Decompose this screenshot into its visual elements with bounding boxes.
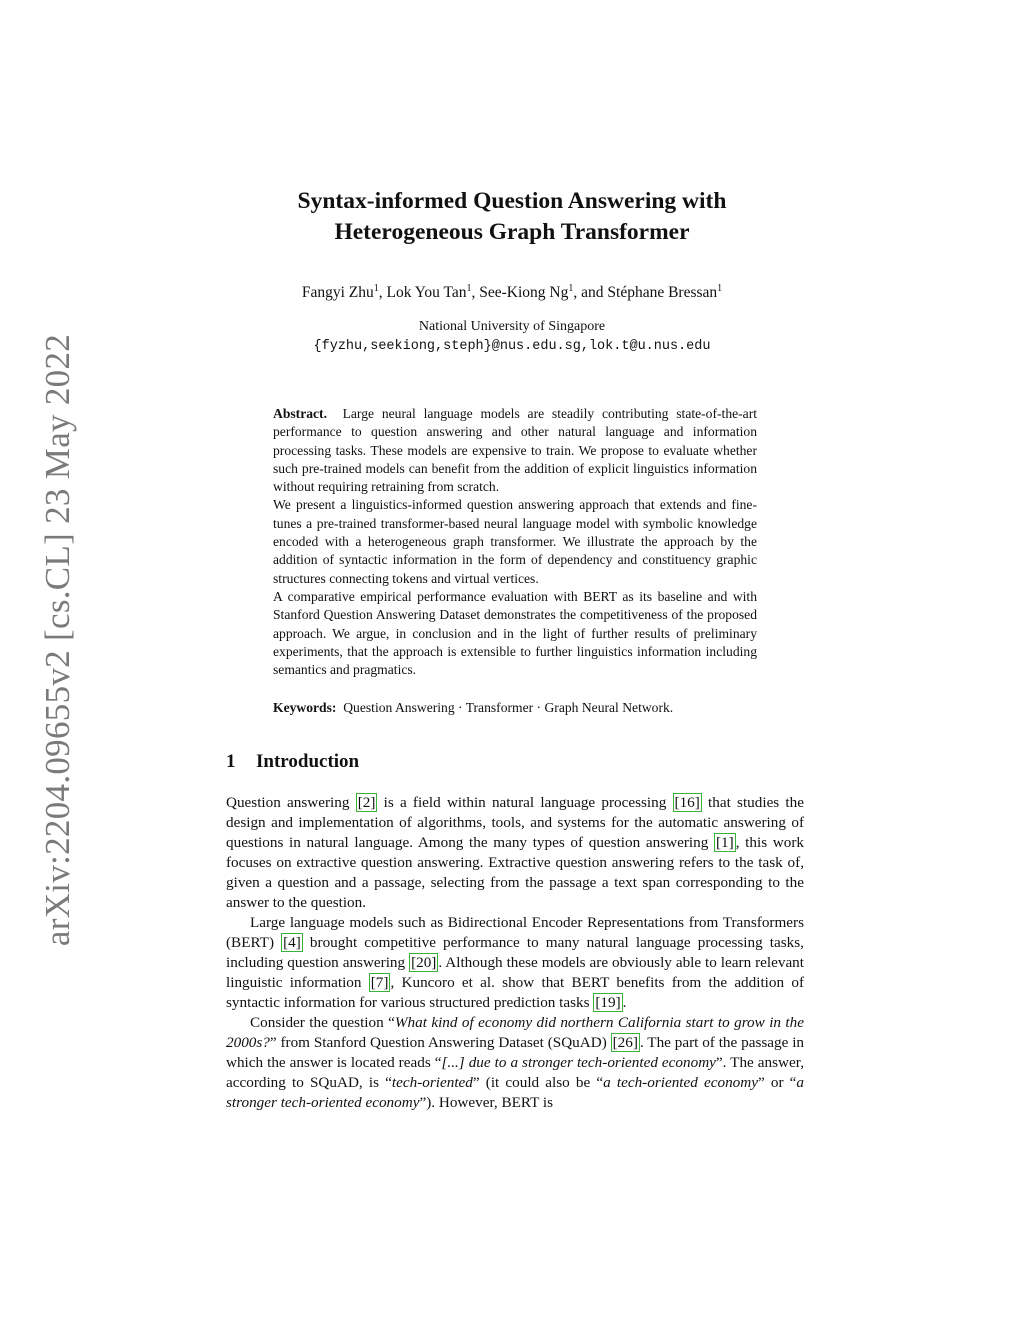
text-run: that studies the design and implementation of algorithms, tools, and systems for the automatic answering of questions in natural language. Among the many types of question answering [226, 794, 804, 851]
affiliation-mark: 1 [568, 283, 574, 294]
citation-link[interactable]: [4] [283, 934, 301, 951]
text-run: Question answering [226, 794, 356, 811]
citation-link[interactable]: [7] [370, 974, 389, 991]
text-run: , Kuncoro et al. show that BERT benefits from the addition of syntactic information for various structured prediction tasks [226, 974, 804, 1011]
affiliation-mark: 1 [717, 283, 723, 294]
author-emails: {fyzhu,seekiong,steph}@nus.edu.sg,lok.t@u.nus.edu [313, 339, 711, 354]
author-separator: , and [573, 284, 608, 302]
text-run: ” (it could also be “ [472, 1074, 604, 1091]
italic-answer: a tech-oriented economy [603, 1074, 758, 1091]
abstract [273, 405, 757, 679]
text-run: ” from Stanford Question Answering Dataset (SQuAD) [269, 1034, 611, 1051]
abstract-label: Abstract. [273, 406, 327, 421]
paper-title [0, 186, 1024, 248]
abstract-text-1: Large neural language models are steadily contributing state-of-the-art performance to question answering and other natural language and information processing tasks. These models are expensive to train. We propose to evaluate whether such pre-trained models can benefit from the addition of explicit linguistics information without requiring retraining from scratch. [273, 406, 758, 495]
affiliation: National University of Singapore [418, 319, 606, 334]
author-separator: , [471, 284, 480, 302]
keywords [273, 699, 757, 717]
citation-link[interactable]: [20] [411, 954, 437, 971]
italic-passage: [...] due to a stronger tech-oriented economy [441, 1054, 716, 1071]
citation-link[interactable]: [26] [612, 1034, 638, 1051]
intro-paragraph-2 [226, 913, 804, 1013]
affiliation-mark: 1 [373, 283, 379, 294]
title-line-2: Heterogeneous Graph Transformer [334, 219, 690, 245]
intro-paragraph-3 [226, 1013, 804, 1113]
introduction-body [226, 793, 804, 1113]
text-run: . Although these models are obviously able to learn relevant linguistic information [226, 954, 804, 991]
section-heading-introduction [226, 751, 359, 773]
affiliation-mark: 1 [466, 283, 472, 294]
abstract-paragraph-2: We present a linguistics-informed question answering approach that extends and fine-tunes a pre-trained transformer-based neural language model with symbolic knowledge encoded with a heterogeneous graph transformer. We illustrate the approach by the addition of syntactic information in the form of dependency and constituency graphic structures connecting tokens and virtual vertices. [273, 497, 757, 586]
arxiv-sidebar-identifier [28, 333, 88, 947]
italic-answer: a stronger tech-oriented economy [226, 1074, 804, 1111]
author-1: Fangyi Zhu [301, 284, 374, 302]
author-4: Stéphane Bressan [607, 284, 718, 302]
intro-paragraph-1 [226, 793, 804, 913]
text-run: ” or “ [757, 1074, 797, 1091]
author-list [0, 283, 1024, 302]
text-run: . [622, 994, 627, 1011]
text-run: Large language models such as Bidirectional Encoder Representations from Transformers (BERT) [226, 914, 804, 951]
italic-answer: tech-oriented [391, 1074, 473, 1091]
text-run: brought competitive performance to many natural language processing tasks, including question answering [226, 934, 804, 971]
text-run: , this work focuses on extractive question answering. Extractive question answering refers to the task of, given a question and a passage, selecting from the passage a text span corresponding to the answer to the question. [226, 834, 804, 911]
text-run: is a field within natural language processing [377, 794, 673, 811]
text-run: ”. The answer, according to SQuAD, is “ [226, 1054, 804, 1091]
author-separator: , [378, 284, 387, 302]
text-run: . The part of the passage in which the answer is located reads “ [226, 1034, 805, 1071]
citation-link[interactable]: [1] [715, 834, 734, 851]
text-run: ”). However, BERT is [419, 1094, 554, 1111]
italic-question: What kind of economy did northern California start to grow in the 2000s? [226, 1014, 804, 1051]
citation-link[interactable]: [16] [674, 794, 700, 811]
citation-link[interactable]: [2] [357, 794, 376, 811]
title-line-1: Syntax-informed Question Answering with [297, 188, 727, 214]
abstract-paragraph-3: A comparative empirical performance evaluation with BERT as its baseline and with Stanford Question Answering Dataset demonstrates the competitiveness of the proposed approach. We argue, in conclusion and in the light of further results of preliminary experiments, that the approach is extensible to further linguistics information including semantics and pragmatics. [273, 588, 757, 678]
abstract-paragraph-1 [273, 405, 757, 496]
citation-link[interactable]: [19] [595, 994, 621, 1011]
section-number: 1 [226, 751, 236, 772]
author-2: Lok You Tan [386, 284, 467, 302]
section-title: Introduction [256, 751, 360, 772]
keywords-label: Keywords: [273, 700, 337, 715]
author-3: See-Kiong Ng [479, 284, 569, 302]
keywords-text: Question Answering · Transformer · Graph Neural Network. [343, 700, 674, 715]
text-run: Consider the question “ [250, 1014, 395, 1031]
arxiv-id-text: arXiv:2204.09655v2 [cs.CL] 23 May 2022 [38, 333, 78, 947]
